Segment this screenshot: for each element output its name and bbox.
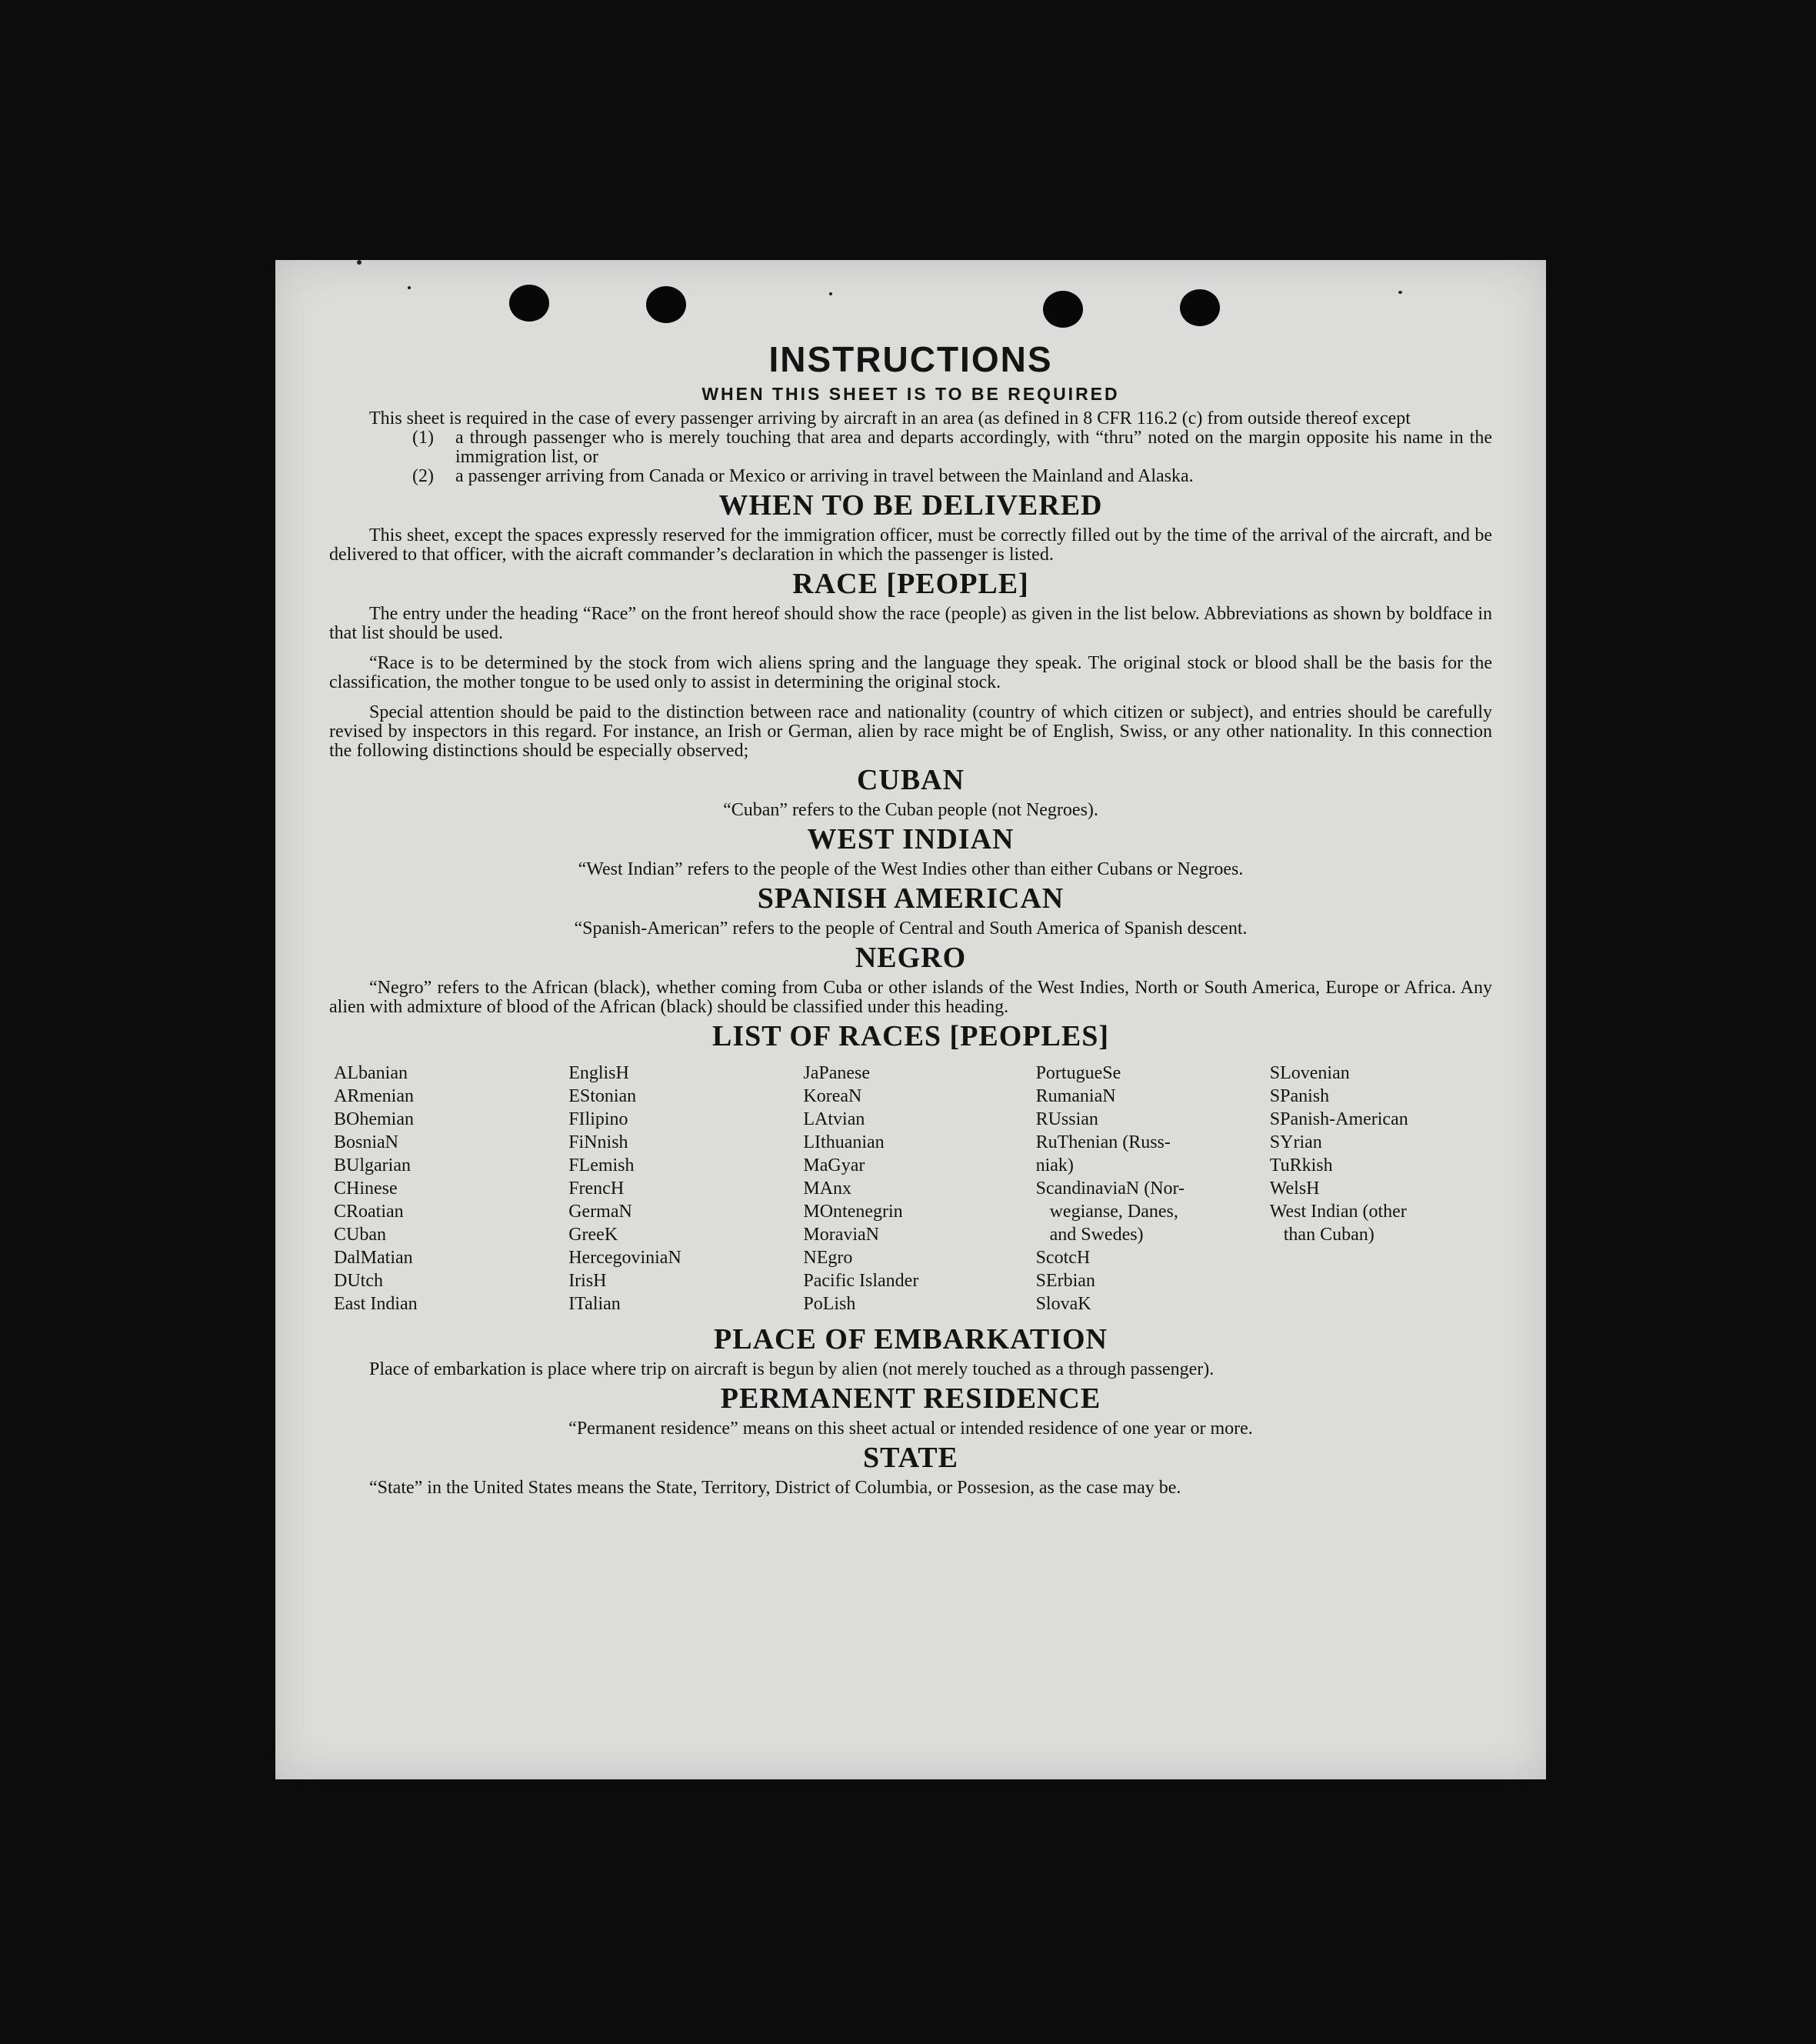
ink-speck bbox=[408, 286, 411, 289]
punch-hole bbox=[646, 286, 686, 323]
state-text: “State” in the United States means the State, Territory, District of Columbia, or Possesion, as the case may be. bbox=[369, 1478, 1181, 1498]
instruction-sheet bbox=[275, 260, 1546, 1779]
race-paragraph-3: Special attention should be paid to the distinction between race and nationality (country of which citizen or subject), and entries should be carefully revised by inspectors in this regard. For instance, an Irish or German, alien by race might be of English, Swiss, or any other nationality. In this connection the following distinctions should be especially observed; bbox=[329, 702, 1492, 761]
west-indian-text: “West Indian” refers to the people of the West Indies other than either Cubans or Negroes. bbox=[578, 859, 1244, 879]
page-title: INSTRUCTIONS bbox=[768, 339, 1053, 379]
race-paragraph-1: The entry under the heading “Race” on the front hereof should show the race (people) as given in the list below. Abbreviations as shown by boldface in that list should be used. bbox=[329, 604, 1492, 643]
race-entry: MoraviaN bbox=[803, 1225, 880, 1245]
race-entry: ITalian bbox=[568, 1294, 621, 1314]
race-entry: GreeK bbox=[568, 1225, 618, 1245]
race-entry: SPanish bbox=[1269, 1086, 1330, 1106]
residence-heading: PERMANENT RESIDENCE bbox=[720, 1382, 1101, 1415]
ink-speck bbox=[1398, 291, 1402, 294]
when-delivered-heading: WHEN TO BE DELIVERED bbox=[718, 489, 1103, 522]
race-entry: FLemish bbox=[568, 1155, 635, 1175]
race-entry: ARmenian bbox=[334, 1086, 414, 1106]
embarkation-heading: PLACE OF EMBARKATION bbox=[714, 1323, 1108, 1355]
race-entry: FIlipino bbox=[568, 1109, 628, 1129]
required-heading: WHEN THIS SHEET IS TO BE REQUIRED bbox=[701, 384, 1120, 404]
exception-item bbox=[329, 428, 1492, 467]
race-column bbox=[1270, 1062, 1492, 1315]
race-entry: SPanish-American bbox=[1269, 1109, 1408, 1129]
race-entry: MOntenegrin bbox=[803, 1202, 903, 1222]
race-entry: WelsH bbox=[1269, 1179, 1320, 1199]
race-entry: MaGyar bbox=[803, 1155, 865, 1175]
race-entry: FrencH bbox=[568, 1179, 625, 1199]
residence-text: “Permanent residence” means on this sheet actual or intended residence of one year or more. bbox=[568, 1419, 1253, 1439]
punch-hole bbox=[1180, 289, 1220, 326]
race-entry: ALbanian bbox=[334, 1063, 408, 1083]
race-entry: ScotcH bbox=[1035, 1248, 1091, 1268]
race-entry: MAnx bbox=[803, 1179, 852, 1199]
exception-item bbox=[329, 467, 1492, 486]
race-entry: RumaniaN bbox=[1035, 1086, 1116, 1106]
punch-hole bbox=[1043, 291, 1083, 328]
state-heading: STATE bbox=[863, 1442, 958, 1474]
ink-speck bbox=[357, 260, 362, 265]
race-entry: PoLish bbox=[803, 1294, 856, 1314]
race-entry: niak) bbox=[1035, 1155, 1074, 1175]
race-entry: SErbian bbox=[1035, 1271, 1095, 1291]
race-entry: and Swedes) bbox=[1035, 1225, 1144, 1245]
race-entry: EnglisH bbox=[568, 1063, 629, 1083]
ink-speck bbox=[829, 292, 832, 295]
negro-text: “Negro” refers to the African (black), whether coming from Cuba or other islands of the West Indies, North or South America, Europe or Africa. Any alien with admixture of blood of the African (black) should be classified under this heading. bbox=[329, 978, 1492, 1017]
race-entry: SLovenian bbox=[1269, 1063, 1350, 1083]
race-entry: CUban bbox=[334, 1225, 386, 1245]
race-entry: DalMatian bbox=[334, 1248, 413, 1268]
instructions-body bbox=[329, 337, 1492, 1498]
race-entry: JaPanese bbox=[803, 1063, 871, 1083]
list-of-races-heading: LIST OF RACES [PEOPLES] bbox=[711, 1020, 1110, 1052]
when-delivered-text: This sheet, except the spaces expressly reserved for the immigration officer, must be correctly filled out by the time of the arrival of the aircraft, and be delivered to that officer, with the aicraft commander’s declaration in which the passenger is listed. bbox=[329, 525, 1492, 565]
race-entry: EStonian bbox=[568, 1086, 637, 1106]
embarkation-text: Place of embarkation is place where trip on aircraft is begun by alien (not merely touched as a through passenger). bbox=[369, 1359, 1215, 1379]
exception-number: (2) bbox=[412, 466, 434, 486]
race-entry: CRoatian bbox=[334, 1202, 404, 1222]
race-entry: NEgro bbox=[803, 1248, 853, 1268]
spanish-american-text: “Spanish-American” refers to the people of Central and South America of Spanish descent. bbox=[574, 919, 1248, 939]
race-column bbox=[334, 1062, 568, 1315]
race-entry: LAtvian bbox=[803, 1109, 865, 1129]
spanish-american-heading: SPANISH AMERICAN bbox=[757, 882, 1065, 915]
race-entry: TuRkish bbox=[1269, 1155, 1333, 1175]
required-intro: This sheet is required in the case of every passenger arriving by aircraft in an area (as defined in 8 CFR 116.2 (c) from outside thereof except bbox=[369, 408, 1411, 428]
exception-text: a passenger arriving from Canada or Mexico or arriving in travel between the Mainland and Alaska. bbox=[455, 466, 1194, 486]
race-paragraph-2: “Race is to be determined by the stock from wich aliens spring and the language they speak. The original stock or blood shall be the basis for the classification, the mother tongue to be used only to assist in determining the original stock. bbox=[329, 653, 1492, 692]
race-entry: CHinese bbox=[334, 1179, 398, 1199]
race-entry: BUlgarian bbox=[334, 1155, 411, 1175]
race-column bbox=[1036, 1062, 1270, 1315]
race-entry: DUtch bbox=[334, 1271, 383, 1291]
west-indian-heading: WEST INDIAN bbox=[807, 823, 1015, 855]
race-entry: BOhemian bbox=[334, 1109, 414, 1129]
race-entry: GermaN bbox=[568, 1202, 632, 1222]
race-entry: BosniaN bbox=[334, 1132, 398, 1152]
negro-heading: NEGRO bbox=[855, 942, 967, 974]
race-entry: Pacific Islander bbox=[803, 1271, 919, 1291]
exception-text: a through passenger who is merely touching that area and departs accordingly, with “thru” noted on the margin opposite his name in the immigration list, or bbox=[455, 428, 1492, 467]
race-entry: SlovaK bbox=[1035, 1294, 1091, 1314]
race-entry: ScandinaviaN (Nor- bbox=[1035, 1179, 1185, 1199]
race-column bbox=[568, 1062, 803, 1315]
race-entry: wegianse, Danes, bbox=[1035, 1202, 1178, 1222]
race-entry: PortugueSe bbox=[1035, 1063, 1121, 1083]
exception-number: (1) bbox=[412, 428, 434, 448]
race-entry: SYrian bbox=[1269, 1132, 1322, 1152]
race-heading: RACE [PEOPLE] bbox=[792, 568, 1029, 600]
race-entry: LIthuanian bbox=[803, 1132, 885, 1152]
race-list bbox=[329, 1062, 1492, 1315]
race-entry: RuThenian (Russ- bbox=[1035, 1132, 1171, 1152]
race-entry: than Cuban) bbox=[1269, 1225, 1374, 1245]
race-entry: FiNnish bbox=[568, 1132, 628, 1152]
punch-hole bbox=[509, 285, 549, 322]
race-entry: West Indian (other bbox=[1269, 1202, 1407, 1222]
race-entry: RUssian bbox=[1035, 1109, 1098, 1129]
cuban-text: “Cuban” refers to the Cuban people (not Negroes). bbox=[723, 800, 1098, 820]
race-column bbox=[803, 1062, 1035, 1315]
race-entry: IrisH bbox=[568, 1271, 607, 1291]
race-entry: HercegoviniaN bbox=[568, 1248, 681, 1268]
race-entry: East Indian bbox=[334, 1294, 418, 1314]
cuban-heading: CUBAN bbox=[856, 764, 965, 796]
race-entry: KoreaN bbox=[803, 1086, 862, 1106]
